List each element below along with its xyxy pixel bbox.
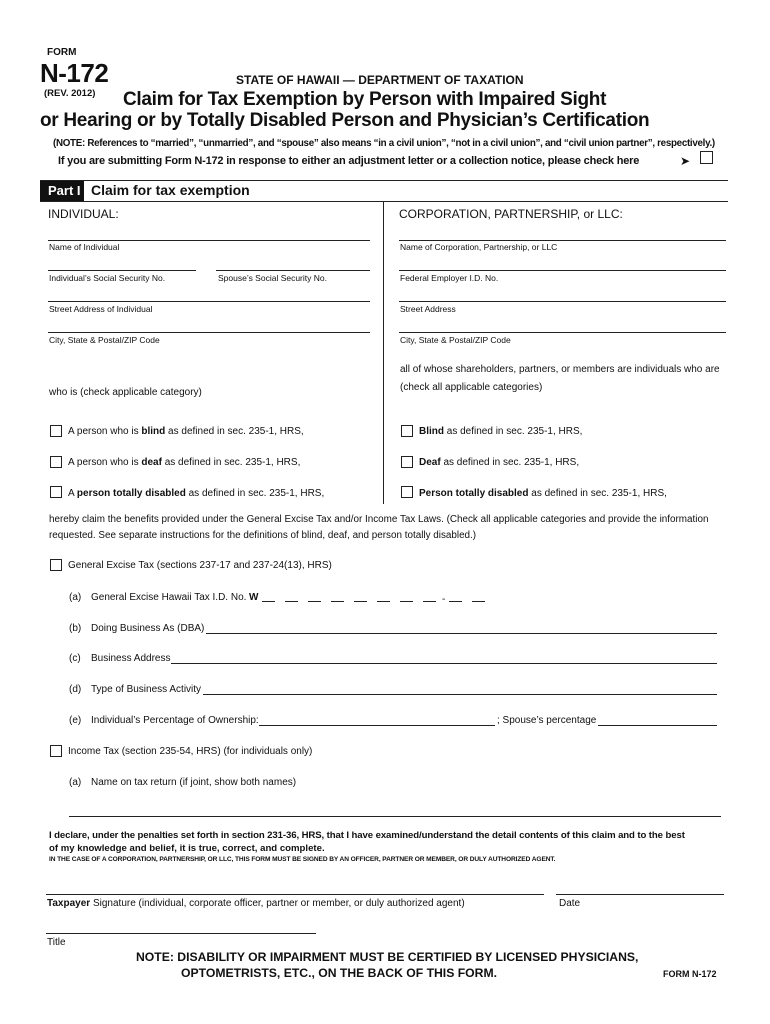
business-address-label: Business Address: [91, 653, 171, 664]
individual-ownership-field[interactable]: [259, 725, 495, 726]
get-tax-id-separator: -: [442, 594, 446, 605]
title-label: Title: [47, 937, 66, 948]
civil-union-note: (NOTE: References to “married”, “unmarried”, and “spouse” also means “in a civil union”, “not in a civil union”, and “civil union partner”, respectively.): [53, 138, 715, 149]
corporation-street-field[interactable]: [399, 301, 726, 302]
general-excise-checkbox[interactable]: [50, 559, 62, 571]
tax-return-name-label: Name on tax return (if joint, show both names): [91, 777, 297, 788]
get-e-letter: (e): [69, 715, 82, 726]
form-label: FORM: [47, 47, 77, 58]
declaration-line2: of my knowledge and belief, it is true, correct, and complete.: [49, 843, 325, 854]
taxpayer-signature-field[interactable]: [46, 894, 544, 895]
individual-ssn-label: Individual’s Social Security No.: [49, 273, 166, 283]
individual-street-field[interactable]: [48, 301, 370, 302]
corporation-name-label: Name of Corporation, Partnership, or LLC: [400, 242, 558, 252]
spouse-ssn-label: Spouse’s Social Security No.: [218, 273, 327, 283]
column-divider: [383, 202, 384, 504]
get-tax-id-label: General Excise Hawaii Tax I.D. No.: [91, 592, 247, 603]
get-tax-id-field[interactable]: [262, 592, 495, 605]
footer-note-line1: NOTE: DISABILITY OR IMPAIRMENT MUST BE CERTIFIED BY LICENSED PHYSICIANS,: [136, 950, 639, 964]
footer-form-id: FORM N-172: [663, 969, 717, 979]
form-number: N-172: [40, 58, 109, 88]
ownership-label: Individual’s Percentage of Ownership:: [91, 715, 259, 726]
individual-city-field[interactable]: [48, 332, 370, 333]
part1-label: Part I: [40, 181, 84, 201]
spouse-ssn-field[interactable]: [216, 270, 370, 271]
business-activity-field[interactable]: [203, 694, 717, 695]
claim-text-line2: requested. See separate instructions for the definitions of blind, deaf, and person totally disabled.): [49, 530, 477, 541]
agency-name: STATE OF HAWAII — DEPARTMENT OF TAXATION: [236, 73, 524, 87]
corporation-street-label: Street Address: [400, 304, 456, 314]
part1-top-rule: [40, 180, 728, 181]
get-tax-id-prefix: W: [249, 592, 259, 603]
title-field[interactable]: [46, 933, 316, 934]
claim-text-line1: hereby claim the benefits provided under the General Excise Tax and/or Income Tax Laws. (Check all applicable categories and provide the information: [49, 514, 709, 525]
corporation-disabled-label: Person totally disabled as defined in sec. 235-1, HRS,: [419, 488, 667, 499]
spouse-percentage-field[interactable]: [598, 725, 717, 726]
adjustment-letter-text: If you are submitting Form N-172 in response to either an adjustment letter or a collection notice, please check here: [58, 155, 640, 167]
corporation-heading: CORPORATION, PARTNERSHIP, or LLC:: [399, 207, 623, 221]
individual-name-label: Name of Individual: [49, 242, 120, 252]
individual-deaf-checkbox[interactable]: [50, 456, 62, 468]
get-c-letter: (c): [69, 653, 81, 664]
taxpayer-signature-label: Taxpayer Signature (individual, corporate officer, partner or member, or duly authorized agent): [47, 898, 465, 909]
fein-field[interactable]: [399, 270, 726, 271]
individual-deaf-label: A person who is deaf as defined in sec. 235-1, HRS,: [68, 457, 301, 468]
form-revision: (REV. 2012): [44, 88, 96, 99]
individual-blind-label: A person who is blind as defined in sec. 235-1, HRS,: [68, 426, 304, 437]
income-tax-checkbox[interactable]: [50, 745, 62, 757]
income-tax-label: Income Tax (section 235-54, HRS) (for individuals only): [68, 746, 313, 757]
general-excise-label: General Excise Tax (sections 237-17 and 237-24(13), HRS): [68, 560, 332, 571]
business-activity-label: Type of Business Activity: [91, 684, 202, 695]
corporation-city-field[interactable]: [399, 332, 726, 333]
individual-name-field[interactable]: [48, 240, 370, 241]
part1-bottom-rule: [40, 201, 728, 202]
declaration-line1: I declare, under the penalties set forth in section 231-36, HRS, that I have examined/understand the detail contents of this claim and to the best: [49, 830, 685, 841]
who-is-text: who is (check applicable category): [49, 387, 202, 398]
individual-city-label: City, State & Postal/ZIP Code: [49, 335, 160, 345]
part1-title: Claim for tax exemption: [91, 182, 250, 198]
corporation-blind-label: Blind as defined in sec. 235-1, HRS,: [419, 426, 583, 437]
form-title-line2: or Hearing or by Totally Disabled Person and Physician’s Certification: [40, 110, 650, 131]
dba-label: Doing Business As (DBA): [91, 623, 205, 634]
date-label: Date: [559, 898, 581, 909]
adjustment-letter-checkbox[interactable]: [700, 151, 713, 164]
form-title-line1: Claim for Tax Exemption by Person with Impaired Sight: [123, 89, 607, 110]
corporation-name-field[interactable]: [399, 240, 726, 241]
individual-street-label: Street Address of Individual: [49, 304, 153, 314]
corporation-deaf-checkbox[interactable]: [401, 456, 413, 468]
dba-field[interactable]: [206, 633, 717, 634]
corporation-city-label: City, State & Postal/ZIP Code: [400, 335, 511, 345]
corporation-deaf-label: Deaf as defined in sec. 235-1, HRS,: [419, 457, 580, 468]
income-a-letter: (a): [69, 777, 82, 788]
business-address-field[interactable]: [171, 663, 717, 664]
corporation-disabled-checkbox[interactable]: [401, 486, 413, 498]
fein-label: Federal Employer I.D. No.: [400, 273, 499, 283]
individual-ssn-field[interactable]: [48, 270, 196, 271]
individual-heading: INDIVIDUAL:: [48, 207, 119, 221]
get-b-letter: (b): [69, 623, 82, 634]
individual-disabled-checkbox[interactable]: [50, 486, 62, 498]
get-d-letter: (d): [69, 684, 82, 695]
get-a-letter: (a): [69, 592, 82, 603]
corporation-blind-checkbox[interactable]: [401, 425, 413, 437]
footer-note-line2: OPTOMETRISTS, ETC., ON THE BACK OF THIS FORM.: [181, 966, 497, 980]
date-field[interactable]: [556, 894, 724, 895]
declaration-line3: IN THE CASE OF A CORPORATION, PARTNERSHIP, OR LLC, THIS FORM MUST BE SIGNED BY AN OFFICER, PARTNER OR MEMBER, OR DULY AUTHORIZED AGENT.: [49, 856, 556, 863]
individual-blind-checkbox[interactable]: [50, 425, 62, 437]
tax-return-name-field[interactable]: [69, 816, 721, 817]
shareholders-text: all of whose shareholders, partners, or members are individuals who are: [400, 364, 720, 375]
check-categories-text: (check all applicable categories): [400, 382, 543, 393]
spouse-percentage-label: ; Spouse’s percentage: [497, 715, 597, 726]
individual-disabled-label: A person totally disabled as defined in sec. 235-1, HRS,: [68, 488, 325, 499]
arrow-icon: ➤: [680, 154, 691, 168]
